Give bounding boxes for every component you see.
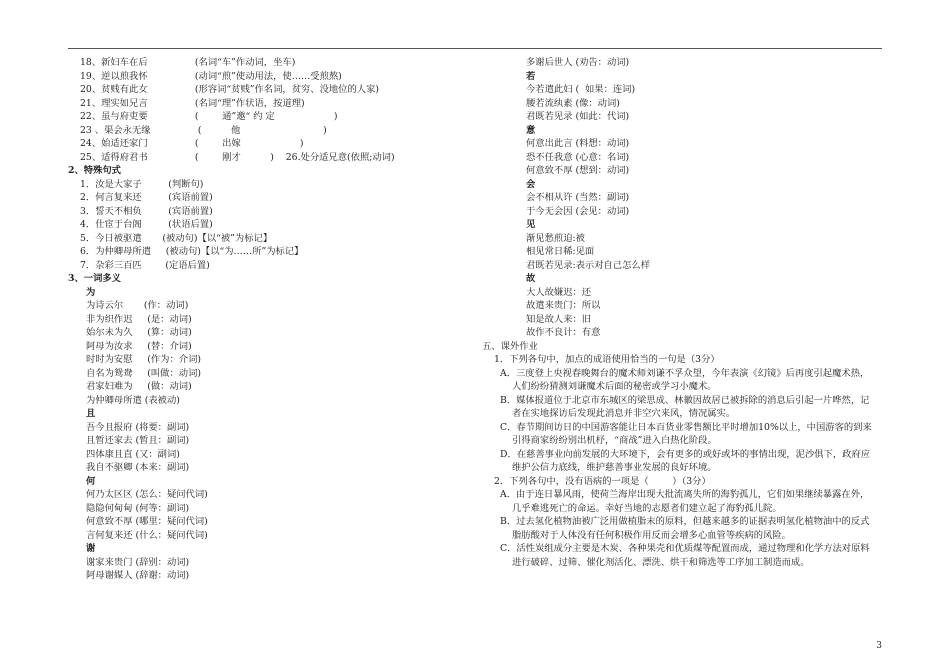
left-line: 25、适得府君书 ( 刚才 ) 26.处分适兄意(依照;动词) [80,151,395,163]
right-line: 1．下列各句中，加点的成语使用恰当的一句是（3分） [494,354,720,365]
left-line: 君家妇难为 (做：动词) [86,381,192,392]
left-line: 23 、渠会永无缘 ( 他 ) [80,124,327,136]
right-line: 于今无会因 (会见：动词) [526,205,630,217]
left-line: 时时为安慰 (作为：介词) [86,354,201,365]
left-line: 何 [86,475,96,487]
right-line: 君既若见录 (如此：代词) [526,111,630,122]
left-line: 为诗云尔 (作：动词) [86,300,189,311]
left-line: 谢 [86,543,96,554]
left-line: 6．为仲卿母所遣 (被动句)【以“为……所”为标记】 [80,246,304,257]
left-line: 何意致不厚 (哪里：疑问代词) [86,516,208,527]
right-line: 会 [526,178,536,190]
left-line: 20、贫贱有此女 (形容词“贫贱”作名词，贫穷、没地位的人家) [80,84,379,95]
left-line: 吾今且报府 (将要：副词) [86,421,190,433]
right-line: 何意出此言 (料想：动词) [526,138,630,149]
right-line: 意 [526,124,536,136]
left-line: 19、逆以煎我怀 (动词“煎”使动用法，使……受煎熬) [80,70,342,82]
right-line: A．三度登上央视春晚舞台的魔术师刘谦不孚众望，今年表演《幻镜》后再度引起魔术热，人们纷纷猜测刘谦魔术后面的秘密或学习小魔术。 [500,367,870,392]
right-line: 故 [526,273,536,284]
left-line: 阿母为汝求 (替：介词) [86,340,192,352]
right-line: 何意致不厚 (想到：动词) [526,165,630,176]
left-line: 2．何言复来还 (宾语前置) [80,192,213,203]
right-line: 会不相从许 (当然：副词) [526,192,630,203]
right-line: 故作不良计：有意 [526,327,601,338]
right-line: 故遣来贵门：所以 [526,300,601,311]
right-line: 2．下列各句中，没有语病的一项是（ ）（3分） [494,475,711,487]
left-line: 且 [86,408,96,419]
right-line: A．由于连日暴风雨，使荷兰海岸出现大批流离失所的海豹孤儿，它们如果继续暴露在外，几乎难逃死亡的命运。幸好当地的志愿者们建立起了海豹孤儿院。 [500,489,870,514]
left-line: 我自不驱卿 (本来：副词) [86,462,190,473]
right-line: B．过去氢化植物油被广泛用做植脂末的原料，但越来越多的证据表明氢化植物油中的反式脂肪酸对于人体没有任何积极作用反而会增多心血管等疾病的风险。 [500,516,870,541]
right-line: 大人故嫌迟：还 [526,286,592,298]
right-line: 君既若见录:表示对自己怎么样 [526,259,650,271]
right-line: D．在慈善事业向前发展的大环境下，会有更多的或好或坏的事情出现，泥沙俱下，政府应维护公信力底线，维护慈善事业发展的良好环境。 [500,448,871,473]
right-line: 若 [526,70,536,82]
left-line: 2、特殊句式 [68,165,121,176]
right-line: 腰若流纨素 (像：动词) [526,97,620,109]
left-line: 为仲卿母所遣 (表被动) [86,394,180,406]
left-line: 3．誓天不相负 (宾语前置) [80,205,213,217]
left-line: 为 [86,286,96,298]
left-line: 3、一词多义 [68,273,121,284]
left-line: 何乃太区区 (怎么：疑问代词) [86,489,208,500]
right-line: 渐见愁煎迫:被 [526,232,585,244]
left-line: 且暂还家去 (暂且：副词) [86,435,190,446]
left-line: 18、新妇车在后 (名词“车”作动词，坐车) [80,57,296,68]
right-line: 恐不任我意 (心意：名词) [526,151,630,163]
right-line: 多谢后世人 (劝告：动词) [526,57,630,68]
left-column [68,56,478,583]
right-column [482,56,882,569]
left-line: 言何复来还 (什么：疑问代词) [86,529,208,541]
header-rule [68,48,882,49]
left-line: 24、始适还家门 ( 出嫁 ) [80,138,304,149]
left-line: 非为织作迟 (是：动词) [86,313,192,325]
left-line: 5．今日被驱遣 (被动句)【以“被”为标记】 [80,232,273,244]
left-line: 谢家来贵门 (辞别：动词) [86,556,190,568]
left-line: 21、理实如兄言 (名词“理”作状语，按道理) [80,97,305,109]
right-line: 见 [526,219,536,230]
left-line: 1．汝是大家子 (判断句) [80,178,204,190]
right-line: C．活性炭组成分主要是木炭、各种果壳和优质煤等配置而成，通过物理和化学方法对原料进行破碎、过筛、催化剂活化、漂洗、烘干和筛选等工序加工制造而成。 [500,543,870,568]
right-line: 相见常日稀:见面 [526,246,595,257]
right-line: 知是故人来：旧 [526,313,592,325]
left-line: 四体康且直 (又：副词) [86,448,180,460]
right-line: C．春节期间访日的中国游客能让日本百货业零售额比平时增加10%以上，中国游客的到来引得商家纷纷别出机杼，“商战”进入白热化阶段。 [500,421,872,446]
right-line: 今若遣此妇 ( 如果：连词) [526,84,636,95]
left-line: 隐隐何甸甸 (何等：副词) [86,502,190,514]
left-line: 4．仕宦于台阁 (状语后置) [80,219,213,230]
left-line: 始尔未为久 (算：动词) [86,327,192,338]
right-line: 五、课外作业 [482,340,538,352]
page-number: 3 [876,641,882,651]
left-line: 7．杂彩三百匹 (定语后置) [80,259,210,271]
left-line: 22、虽与府吏要 ( 通”邀“ 约 定 ) [80,111,338,122]
left-line: 阿母谢媒人 (辞谢：动词) [86,570,190,581]
left-line: 自名为鸳鸯 (叫做：动词) [86,367,201,379]
right-line: B．媒体报道位于北京市东城区的梁思成、林徽因故居已被拆除的消息后引起一片哗然，记者在实地探访后发现此消息并非空穴来风，情况属实。 [500,394,870,419]
